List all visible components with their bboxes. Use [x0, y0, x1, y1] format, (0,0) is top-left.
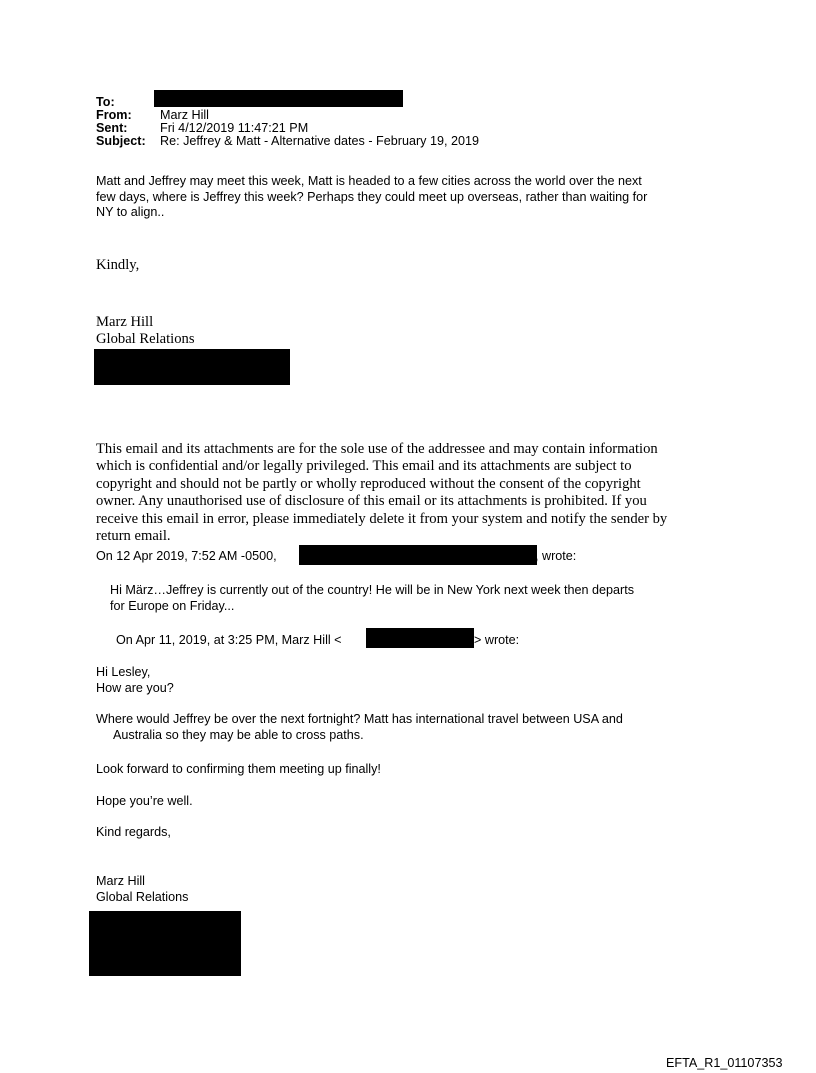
sent-label: Sent:: [96, 121, 128, 135]
subject-label: Subject:: [96, 134, 146, 148]
reply2-question-line: Australia so they may be able to cross paths.: [113, 728, 364, 742]
disclaimer-line: copyright and should not be partly or wholly reproduced without the consent of the copyright: [96, 475, 641, 492]
reply1-line: for Europe on Friday...: [110, 598, 235, 613]
document-id: EFTA_R1_01107353: [666, 1056, 783, 1070]
disclaimer-line: This email and its attachments are for the sole use of the addressee and may contain information: [96, 441, 658, 457]
signature-name: Marz Hill: [96, 314, 154, 330]
reply1-line: Hi März…Jeffrey is currently out of the country! He will be in New York next week then departs: [110, 583, 635, 597]
reply2-look-forward: Look forward to confirming them meeting up finally!: [96, 762, 381, 776]
body-line: Matt and Jeffrey may meet this week, Matt is headed to a few cities across the world over the next: [96, 174, 642, 188]
redaction-to: [154, 90, 403, 107]
reply1-body: [110, 583, 634, 614]
reply2-regards: Kind regards,: [96, 825, 171, 839]
reply2-wrote: > wrote:: [474, 633, 520, 647]
body-line: NY to align..: [96, 205, 165, 219]
reply1-wrote: , wrote:: [535, 549, 577, 563]
to-label: To:: [96, 95, 115, 109]
reply2-greeting: [96, 665, 174, 696]
redaction-signature: [94, 349, 290, 385]
redaction-reply1-sender: [299, 545, 537, 565]
disclaimer-line: which is confidential and/or legally privileged. This email and its attachments are subject to: [96, 458, 632, 475]
reply2-on-text: On Apr 11, 2019, at 3:25 PM, Marz Hill <: [116, 633, 342, 647]
redaction-reply2-email: [366, 628, 474, 648]
reply2-question-line: Where would Jeffrey be over the next fortnight? Matt has international travel between USA and: [96, 712, 623, 726]
reply2-signature: [96, 874, 188, 905]
subject-value: Re: Jeffrey & Matt - Alternative dates - February 19, 2019: [160, 134, 479, 148]
greeting-line: How are you?: [96, 680, 174, 695]
body-line: few days, where is Jeffrey this week? Perhaps they could meet up overseas, rather than waiting for: [96, 189, 648, 204]
reply2-hope: Hope you’re well.: [96, 794, 193, 808]
signature-name: Marz Hill: [96, 874, 145, 888]
sent-value: Fri 4/12/2019 11:47:21 PM: [160, 121, 309, 135]
signature-title: Global Relations: [96, 331, 195, 347]
from-label: From:: [96, 108, 132, 122]
signature: [96, 314, 195, 348]
greeting-line: Hi Lesley,: [96, 665, 151, 679]
redaction-reply2-signature: [89, 911, 241, 976]
closing: Kindly,: [96, 257, 140, 273]
reply1-on-text: On 12 Apr 2019, 7:52 AM -0500,: [96, 549, 277, 563]
disclaimer: [96, 441, 667, 545]
disclaimer-line: return email.: [96, 528, 171, 545]
disclaimer-line: owner. Any unauthorised use of disclosure of this email or its attachments is prohibited. If you: [96, 493, 647, 510]
message-body: [96, 174, 647, 221]
from-value: Marz Hill: [160, 108, 209, 122]
disclaimer-line: receive this email in error, please immediately delete it from your system and notify the sender by: [96, 510, 668, 527]
signature-title: Global Relations: [96, 889, 189, 904]
